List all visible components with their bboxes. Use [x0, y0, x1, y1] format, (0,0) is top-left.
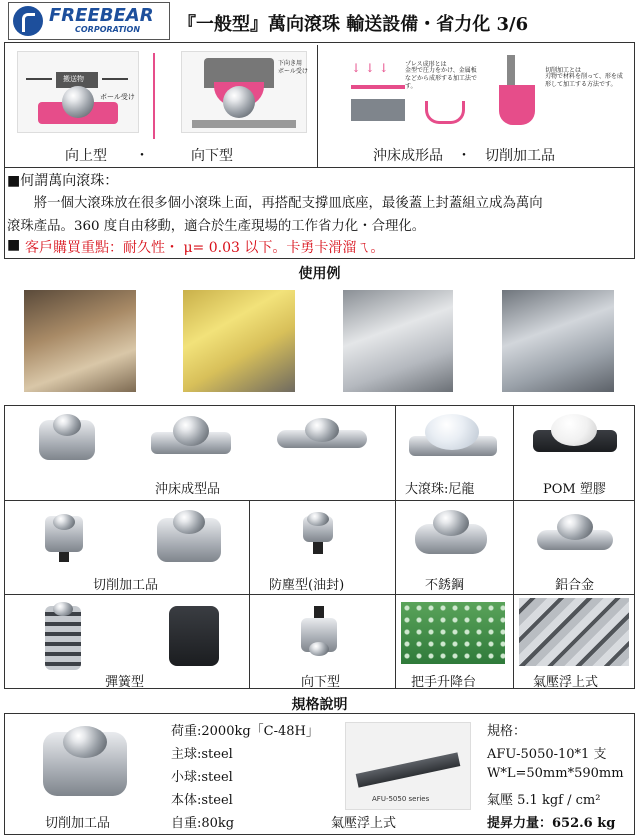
spec-right-caption: 氣壓浮上式 [331, 816, 397, 831]
diagram-label: 刃物で材料を削って、形を成形して加工する方法です。 [545, 73, 623, 88]
diagram-caption-left: 向上型 ・ 向下型 [65, 148, 233, 164]
spec-right-image [345, 722, 471, 810]
spec-panel [4, 713, 635, 835]
ball-icon [305, 418, 339, 442]
intro-heading: ■何謂萬向滾珠： [7, 173, 119, 189]
spec-left-line: 小球:steel [171, 770, 233, 785]
divider [395, 500, 396, 594]
diagram-label: プレス成形とは [405, 61, 447, 68]
divider [317, 45, 318, 167]
divider [395, 594, 396, 689]
product-label: 氣壓浮上式 [533, 675, 599, 690]
ball-icon [433, 510, 469, 536]
product-label: 彈簧型 [105, 675, 145, 690]
spec-left-caption: 切削加工品 [45, 816, 111, 831]
diagram-label: ボール受け [278, 68, 308, 75]
intro-body-line1: 將一個大滾珠放在很多個小滾珠上面，再搭配支撐皿底座，最後蓋上封蓋組立成為萬向 [7, 196, 543, 211]
product-label: 沖床成型品 [155, 482, 221, 497]
spec-right-line: 提昇力量：652.6 kg [487, 816, 616, 831]
ball-icon [307, 512, 329, 526]
downward-type-diagram [181, 51, 307, 133]
product-label: 鋁合金 [555, 578, 595, 593]
divider [395, 406, 396, 500]
diagram-label: 切削加工とは [545, 67, 582, 74]
ball-icon [425, 414, 479, 450]
spec-right-line: 氣壓 5.1 kgf / cm² [487, 793, 601, 808]
image-label: AFU-5050 series [372, 795, 430, 803]
divider [153, 53, 155, 139]
ball-icon [557, 514, 593, 540]
usage-photo-1 [24, 290, 136, 392]
formed-part-icon [425, 101, 465, 124]
product-label: 切削加工品 [93, 578, 159, 593]
diagram-panel [4, 42, 635, 168]
diagram-label: 金型で圧力をかけ、金属板などから成形する加工法です。 [405, 67, 478, 90]
ball-icon [309, 642, 329, 656]
logo [8, 2, 170, 40]
workpiece [499, 85, 535, 125]
spec-left-line: 本体:steel [171, 793, 233, 808]
sheet-metal [351, 85, 405, 89]
spec-title: 規格說明 [291, 697, 348, 713]
product-stem [59, 552, 69, 562]
product-grid [4, 405, 635, 689]
product-label: POM 塑膠 [543, 482, 606, 497]
product-image [401, 602, 505, 664]
divider [5, 500, 634, 501]
spec-right-line: AFU-5050-10*1 支 [487, 747, 607, 762]
divider [5, 594, 634, 595]
ball-icon [173, 510, 205, 534]
ball-icon [53, 602, 73, 616]
intro-body-line2: 滾珠產品。360 度自由移動，適合於生產現場的工作省力化・合理化。 [7, 219, 426, 234]
highlight-text: 客戶購買重點：耐久性・ μ= 0.03 以下。卡勇卡滑溜ㄟ。 [25, 240, 385, 256]
spec-left-line: 自重:80kg [171, 816, 235, 831]
product-label: 防塵型(油封) [269, 578, 345, 593]
ball-icon [63, 726, 107, 758]
spec-right-line: 規格： [487, 724, 527, 739]
product-label: 把手升降台 [411, 675, 477, 690]
divider [513, 406, 514, 500]
ball-icon [173, 416, 209, 446]
usage-title: 使用例 [298, 266, 341, 282]
header [0, 0, 639, 42]
divider [249, 594, 250, 689]
ball-icon [62, 86, 94, 118]
spec-left-line: 主球:steel [171, 747, 233, 762]
ball-icon [53, 414, 81, 436]
page-title: 『一般型』萬向滾珠 輸送設備・省力化 3/6 [178, 14, 529, 35]
divider [249, 500, 250, 594]
freebear-logo-icon [13, 6, 43, 36]
highlight-bullet: ■ [7, 237, 21, 253]
intro-panel [4, 167, 635, 259]
product-label: 向下型 [301, 675, 341, 690]
usage-photo-2 [183, 290, 295, 392]
diagram-label: 下向き用 [278, 60, 303, 67]
arrow-right-icon [102, 78, 128, 80]
ball-icon [53, 514, 75, 530]
spec-left-line: 荷重:2000kg「C-48H」 [171, 724, 319, 739]
die [351, 99, 405, 121]
air-floating-unit [356, 752, 461, 787]
product-label: 大滾珠:尼龍 [405, 482, 475, 497]
diagram-label: 搬送物 [63, 75, 84, 83]
conveyed-object [192, 120, 296, 128]
diagram-label: ボール受け [100, 93, 135, 101]
product-image [169, 606, 219, 666]
logo-subtext: CORPORATION [75, 25, 141, 34]
logo-text: FREEBEAR [49, 5, 154, 26]
press-forming-diagram [345, 51, 485, 131]
usage-photo-4 [502, 290, 614, 392]
divider [513, 500, 514, 594]
spec-right-line: W*L=50mm*590mm [487, 766, 624, 781]
cutting-diagram [493, 51, 629, 131]
arrow-left-icon [26, 78, 52, 80]
product-stem [313, 542, 323, 554]
cutting-tool-icon [507, 55, 515, 85]
usage-photo-3 [343, 290, 453, 392]
ball-icon [551, 414, 597, 446]
diagram-caption-right: 沖床成形品 ・ 切削加工品 [373, 148, 555, 164]
ball-icon [223, 86, 255, 118]
divider [513, 594, 514, 689]
arrow-down-icon: ↓ ↓ ↓ [351, 61, 389, 75]
product-stem [314, 606, 324, 618]
upward-type-diagram [17, 51, 139, 133]
product-label: 不銹鋼 [425, 578, 465, 593]
product-image [519, 598, 629, 666]
